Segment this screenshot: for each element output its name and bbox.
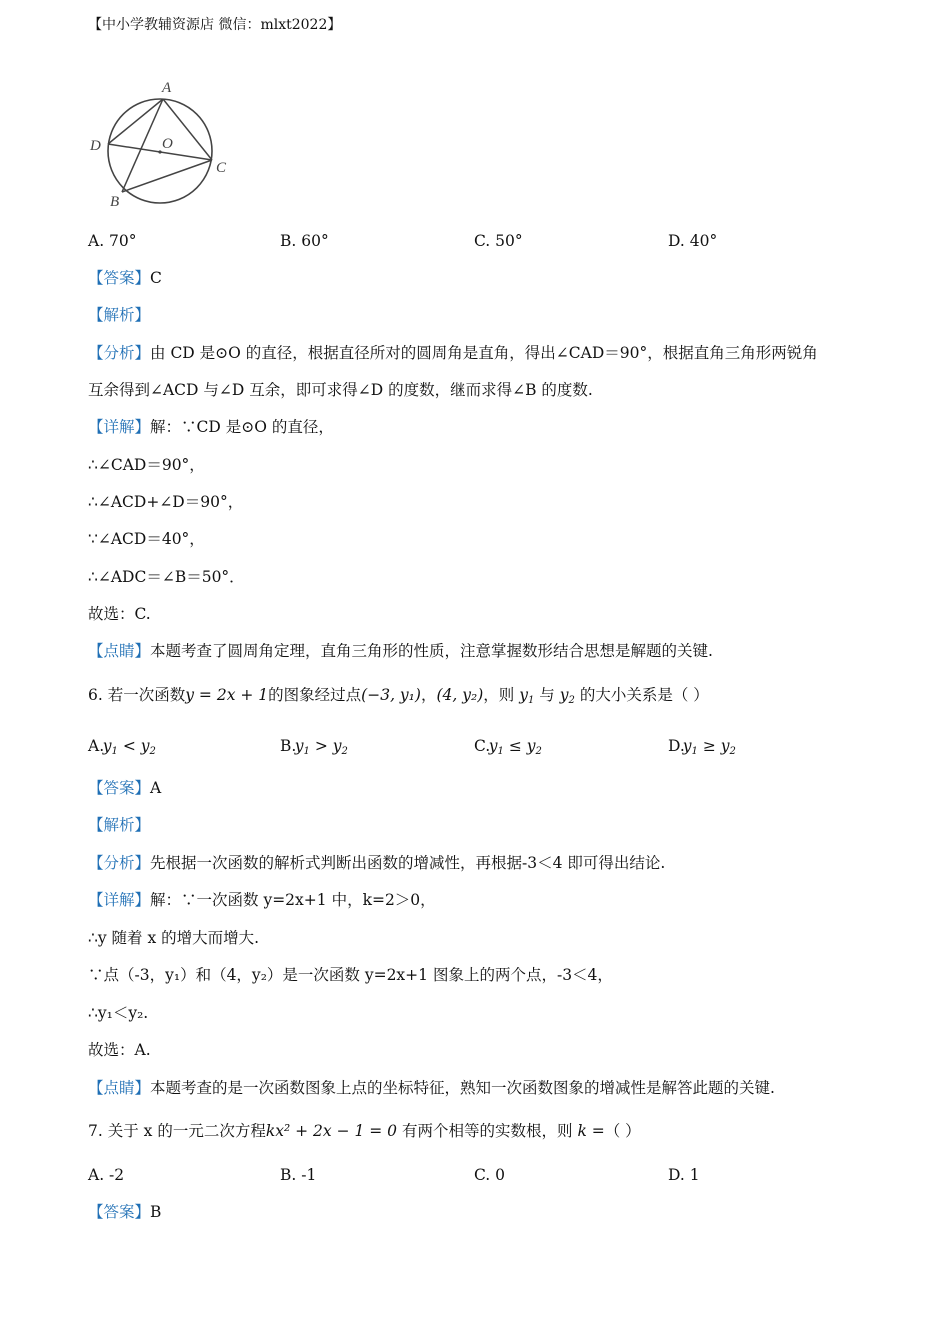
q5-fenxi-line1 xyxy=(88,342,818,364)
q6-point1: (−3, y₁) xyxy=(361,686,421,704)
q6-step3: ∴y₁＜y₂. xyxy=(88,1004,149,1022)
q5-step4: ∴∠ADC＝∠B＝50°． xyxy=(88,568,245,586)
fenxi-text: 先根据一次函数的解析式判断出函数的增减性，再根据-3＜4 即可得出结论. xyxy=(150,854,666,872)
q6-choice-d: D. $y_1 \ge y_2$ xyxy=(668,737,736,757)
fenxi-tag: 【分析】 xyxy=(88,854,151,872)
q5-dianjing xyxy=(88,640,713,662)
label-o: O xyxy=(162,136,173,152)
q6-choice-a: A. $y_1 < y_2$ xyxy=(88,737,156,757)
chord-bc xyxy=(122,160,212,192)
q6-step1: ∴y 随着 x 的增大而增大. xyxy=(88,929,260,947)
q6-formula: y = 2x + 1 xyxy=(185,686,269,704)
q5-choice-b: B. 60° xyxy=(280,232,329,250)
answer-value: B xyxy=(150,1203,162,1221)
q7-choice-d: D. 1 xyxy=(668,1166,700,1184)
q5-step2: ∴∠ACD+∠D＝90°， xyxy=(88,493,244,511)
circle-figure xyxy=(86,80,246,210)
answer-value: A xyxy=(150,779,162,797)
q6-step2: ∵点（-3，y₁）和（4，y₂）是一次函数 y=2x+1 图象上的两个点，-3＜4， xyxy=(88,966,613,984)
q7-question: 7. 关于 x 的一元二次方程kx² + 2x − 1 = 0 有两个相等的实数根，则 k =（ ） xyxy=(88,1122,641,1140)
q7-choice-a: A. -2 xyxy=(88,1166,125,1184)
q5-choice-d: D. 40° xyxy=(668,232,718,250)
answer-tag: 【答案】 xyxy=(88,1203,151,1221)
q7-choice-b: B. -1 xyxy=(280,1166,317,1184)
q6-answer xyxy=(88,777,161,799)
xiangjie-text: 解：∵一次函数 y=2x+1 中，k=2＞0， xyxy=(150,891,436,909)
dianjing-text: 本题考查了圆周角定理，直角三角形的性质，注意掌握数形结合思想是解题的关键. xyxy=(150,642,713,660)
q5-step1: ∴∠CAD＝90°， xyxy=(88,456,205,474)
fenxi-text: 由 CD 是⊙O 的直径，根据直径所对的圆周角是直角，得出∠CAD＝90°，根据直角三角形两锐角 xyxy=(150,344,818,362)
dianjing-tag: 【点睛】 xyxy=(88,1079,151,1097)
label-c: C xyxy=(216,160,227,176)
answer-tag: 【答案】 xyxy=(88,269,151,287)
q6-number: 6. xyxy=(88,686,103,704)
label-d: D xyxy=(90,138,101,154)
xiangjie-tag: 【详解】 xyxy=(88,891,151,909)
q6-dianjing xyxy=(88,1077,775,1099)
xiangjie-text: 解：∵CD 是⊙O 的直径， xyxy=(150,418,334,436)
q6-question: 6. 若一次函数y = 2x + 1的图象经过点(−3, y₁)，(4, y₂)，则 $y_1$ 与 $y_2$ 的大小关系是（ ） xyxy=(88,686,709,706)
fenxi-tag: 【分析】 xyxy=(88,344,151,362)
q5-step3: ∵∠ACD＝40°， xyxy=(88,530,205,548)
dianjing-text: 本题考查的是一次函数图象上点的坐标特征，熟知一次函数图象的增减性是解答此题的关键. xyxy=(150,1079,775,1097)
label-a: A xyxy=(162,80,172,96)
q6-xiangjie xyxy=(88,889,436,911)
q5-guxuan: 故选：C. xyxy=(88,605,151,623)
q5-xiangjie xyxy=(88,416,334,438)
q6-fenxi xyxy=(88,852,665,874)
answer-tag: 【答案】 xyxy=(88,779,151,797)
label-b: B xyxy=(110,194,120,210)
q6-choice-b: B. $y_1 > y_2$ xyxy=(280,737,348,757)
q7-choice-c: C. 0 xyxy=(474,1166,506,1184)
answer-value: C xyxy=(150,269,162,287)
xiangjie-tag: 【详解】 xyxy=(88,418,151,436)
q5-jiexi-tag: 【解析】 xyxy=(88,306,151,324)
q6-guxuan: 故选：A. xyxy=(88,1041,151,1059)
q5-answer xyxy=(88,267,162,289)
chord-ab xyxy=(122,99,163,192)
q6-jiexi-tag: 【解析】 xyxy=(88,816,151,834)
page-header: 【中小学教辅资源店 微信：mlxt2022】 xyxy=(88,17,342,33)
dianjing-tag: 【点睛】 xyxy=(88,642,151,660)
q5-fenxi-line2: 互余得到∠ACD 与∠D 互余，即可求得∠D 的度数，继而求得∠B 的度数. xyxy=(88,381,593,399)
q7-answer xyxy=(88,1201,161,1223)
q7-formula: kx² + 2x − 1 = 0 xyxy=(265,1122,398,1140)
q6-choice-c: C. $y_1 \le y_2$ xyxy=(474,737,542,757)
q5-choice-a: A. 70° xyxy=(88,232,137,250)
q7-number: 7. xyxy=(88,1122,103,1140)
q5-choice-c: C. 50° xyxy=(474,232,523,250)
q6-point2: (4, y₂) xyxy=(436,686,484,704)
